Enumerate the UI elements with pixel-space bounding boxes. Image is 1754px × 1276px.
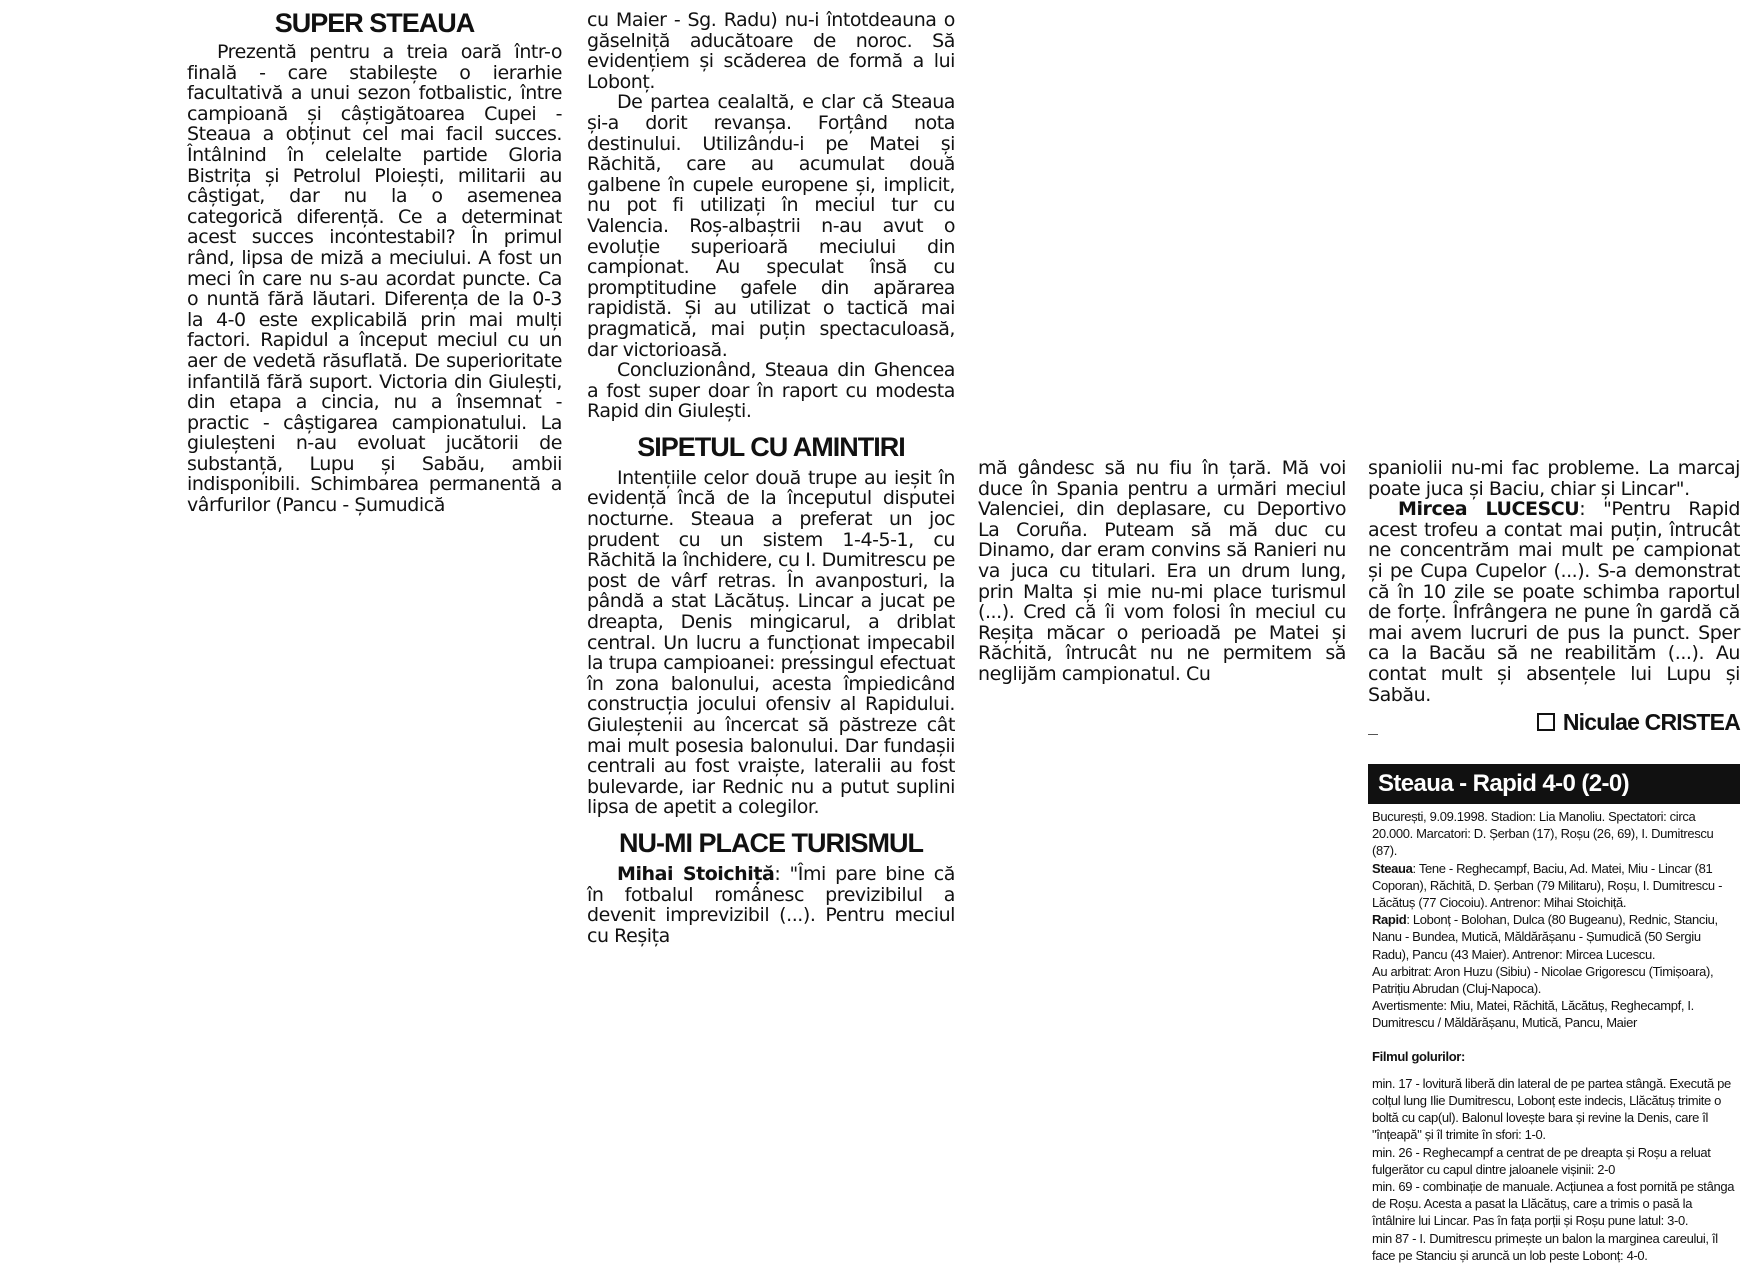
quote-paragraph — [1368, 499, 1740, 705]
paragraph: mă gândesc să nu fiu în țară. Mă voi duce în Spania pentru a urmări meciul Valenciei, din deplasare, cu Deportivo La Coruña. Puteam să mă duc cu Dinamo, dar eram convins să Ranieri nu va juca cu titulari. Era un drum lung, prin Malta și mie nu-mi place turismul (...). Cred că îi vom folosi în meciul cu Reșița măcar o perioadă pe Matei și Răchită, întrucât nu ne permitem să neglijăm campionatul. Cu — [978, 457, 1346, 685]
goals-title: Filmul golurilor: — [1372, 1048, 1465, 1064]
team-label: Steaua — [1372, 860, 1413, 876]
quote-text: : "Pentru Rapid acest trofeu a contat mai puțin, întrucât ne concentrăm mai mult pe campionat și pe Cupa Cupelor (...). S-a demonstrat că în 10 zile se poate schimba raportul de forțe. Înfrângera ne pune în gardă că mai avem lucruri de pus la punct. Sper ca la Bacău să ne reabilităm (...). Au contat mult și absențele lui Lupu și Sabău. — [1368, 498, 1740, 706]
team-label: Rapid — [1372, 912, 1407, 928]
paragraph: Intențiile celor două trupe au ieșit în evidență încă de la începutul disputei nocturne. Steaua a preferat un joc prudent cu un sistem 1-4-5-1, cu Răchită la închidere, cu I. Dumitrescu pe post de vârf retras. În avanposturi, la pândă a stat Lăcătuș. Lincar a jucat pe dreapta, Denis mingicarul, a driblat central. Un lucru a funcționat impecabil la trupa campioanei: pressingul efectuat în zona balonului, acesta împiedicând construcția jocului ofensiv al Rapidului. Giuleștenii au încercat să păstreze cât mai mult posesia balonului. Dar fundașii centrali au fost vraiște, lateralii au fost bulevarde, iar Rednic nu a putut suplini lipsa de apetit a colegilor. — [587, 466, 955, 819]
lineup-text: : Lobonț - Bolohan, Dulca (80 Bugeanu), Rednic, Stanciu, Nanu - Bundea, Mutică, Măldărășanu - Șumudică (50 Sergiu Radu), Pancu (43 Maier). Antrenor: Mircea Lucescu. — [1372, 912, 1718, 962]
match-info: București, 9.09.1998. Stadion: Lia Manoliu. Spectatori: circa 20.000. Marcatori: D. Șerban (17), Roșu (26, 69), I. Dumitrescu (87). — [1372, 809, 1714, 859]
square-bullet-icon — [1537, 713, 1555, 731]
match-result-header: Steaua - Rapid 4-0 (2-0) — [1368, 764, 1740, 804]
quote-text: : "Îmi pare bine că în fotbalul românesc previzibilul a devenit imprevizibil (...). Pentru meciul cu Reșița — [587, 862, 955, 947]
article-title: SUPER STEAUA — [274, 8, 475, 38]
section-heading: SIPETUL CU AMINTIRI — [637, 431, 905, 462]
column-2 — [587, 10, 955, 946]
divider — [1368, 734, 1378, 735]
goal-description: min. 17 - lovitură liberă din lateral de pe partea stângă. Execută pe colțul lung Ilie Dumitrescu, Lobonț este indecis, Llăcătuș trimite o boltă cu cap(ul). Balonul lovește bara și revine la Denis, care îl "înțeapă" și îl trimite în sfori: 1-0. — [1372, 1075, 1731, 1143]
steaua-lineup — [1372, 860, 1738, 912]
goal-description: min 87 - I. Dumitrescu primește un balon la marginea careului, îl face pe Stanciu și aruncă un lob peste Lobonț: 4-0. — [1372, 1230, 1718, 1263]
goal-description: min. 69 - combinație de manuale. Acțiunea a fost pornită pe stânga de Roșu. Acesta a pasat la Llăcătuș, care a trimis o pasă la întâlnire lui Lincar. Pas în fața porții și Roșu pune latul: 3-0. — [1372, 1179, 1735, 1229]
goal-description: min. 26 - Reghecampf a centrat de pe dreapta și Roșu a reluat fulgerător cu capul dintre jaloanele vișinii: 2-0 — [1372, 1144, 1711, 1177]
author-name: Niculae CRISTEA — [1562, 709, 1740, 736]
section-heading: NU-MI PLACE TURISMUL — [619, 827, 923, 858]
speaker-name: Mihai Stoichiță — [617, 862, 775, 885]
referees: Au arbitrat: Aron Huzu (Sibiu) - Nicolae Grigorescu (Timișoara), Patrițiu Abrudan (Cluj-Napoca). — [1372, 963, 1714, 997]
paragraph: Prezentă pentru a treia oară într-o finală - care stabilește o ierarhie facultativă a unui sezon fotbalistic, între campioană și câștigătoarea Cupei - Steaua a obținut cel mai facil succes. Întâlnind în celelalte partide Gloria Bistrița și Petrolul Ploiești, militarii au câștigat, dar nu la o asemenea categorică diferență. Ce a determinat acest succes incontestabil? În primul rând, lipsa de miză a meciului. A fost un meci în care nu s-au acordat puncte. Ca o nuntă fără lăutari. Diferența de la 0-3 la 4-0 este explicabilă prin mai mulți factori. Rapidul a început meciul cu un aer de vedetă răsuflată. De superioritate infantilă fără suport. Victoria din Giulești, din etapa a cincia, nu a însemnat - practic - câștigarea campionatului. La giuleșteni n-au evoluat jucătorii de substanță, Lupu și Sabău, ambii indisponibili. Schimbarea permanentă a vârfurilor (Pancu - Șumudică — [187, 41, 562, 517]
rapid-lineup — [1372, 911, 1738, 963]
paragraph: spaniolii nu-mi fac probleme. La marcaj poate juca și Baciu, chiar și Lincar". — [1368, 457, 1740, 500]
column-1 — [187, 6, 562, 516]
paragraph: Concluzionând, Steaua din Ghencea a fost super doar în raport cu modesta Rapid din Giulești. — [587, 359, 955, 423]
column-4 — [1368, 458, 1740, 736]
column-3 — [978, 458, 1346, 685]
lineup-text: : Tene - Reghecampf, Baciu, Ad. Matei, Miu - Lincar (81 Coporan), Răchită, D. Șerban (79 Militaru), Roșu, I. Dumitrescu - Lăcătuș (77 Ciocoiu). Antrenor: Mihai Stoichiță. — [1372, 860, 1723, 911]
author-signature — [1368, 709, 1740, 736]
paragraph: De partea cealaltă, e clar că Steaua și-a dorit revanșa. Forțând nota destinului. Utilizându-i pe Matei și Răchită, care au acumulat două galbene în cupele europene și, implicit, nu pot fi utilizați în meciul tur cu Valencia. Roș-albaștrii n-au avut o evoluție superioară meciului din campionat. Au speculat însă cu promptitudine gafele din apărarea rapidistă. Și au utilizat o tactică mai pragmatică, mai puțin spectaculoasă, dar victorioasă. — [587, 91, 955, 361]
quote-paragraph — [587, 864, 955, 946]
speaker-name: Mircea LUCESCU — [1398, 498, 1580, 521]
warnings: Avertismente: Miu, Matei, Răchită, Lăcătuș, Reghecampf, I. Dumitrescu / Măldărășanu, Mutică, Pancu, Maier — [1372, 998, 1694, 1031]
match-info-box — [1372, 808, 1738, 1264]
paragraph: cu Maier - Sg. Radu) nu-i întotdeauna o găselniță aducătoare de noroc. Să evidențiem și scăderea de formă a lui Lobonț. — [587, 9, 955, 93]
